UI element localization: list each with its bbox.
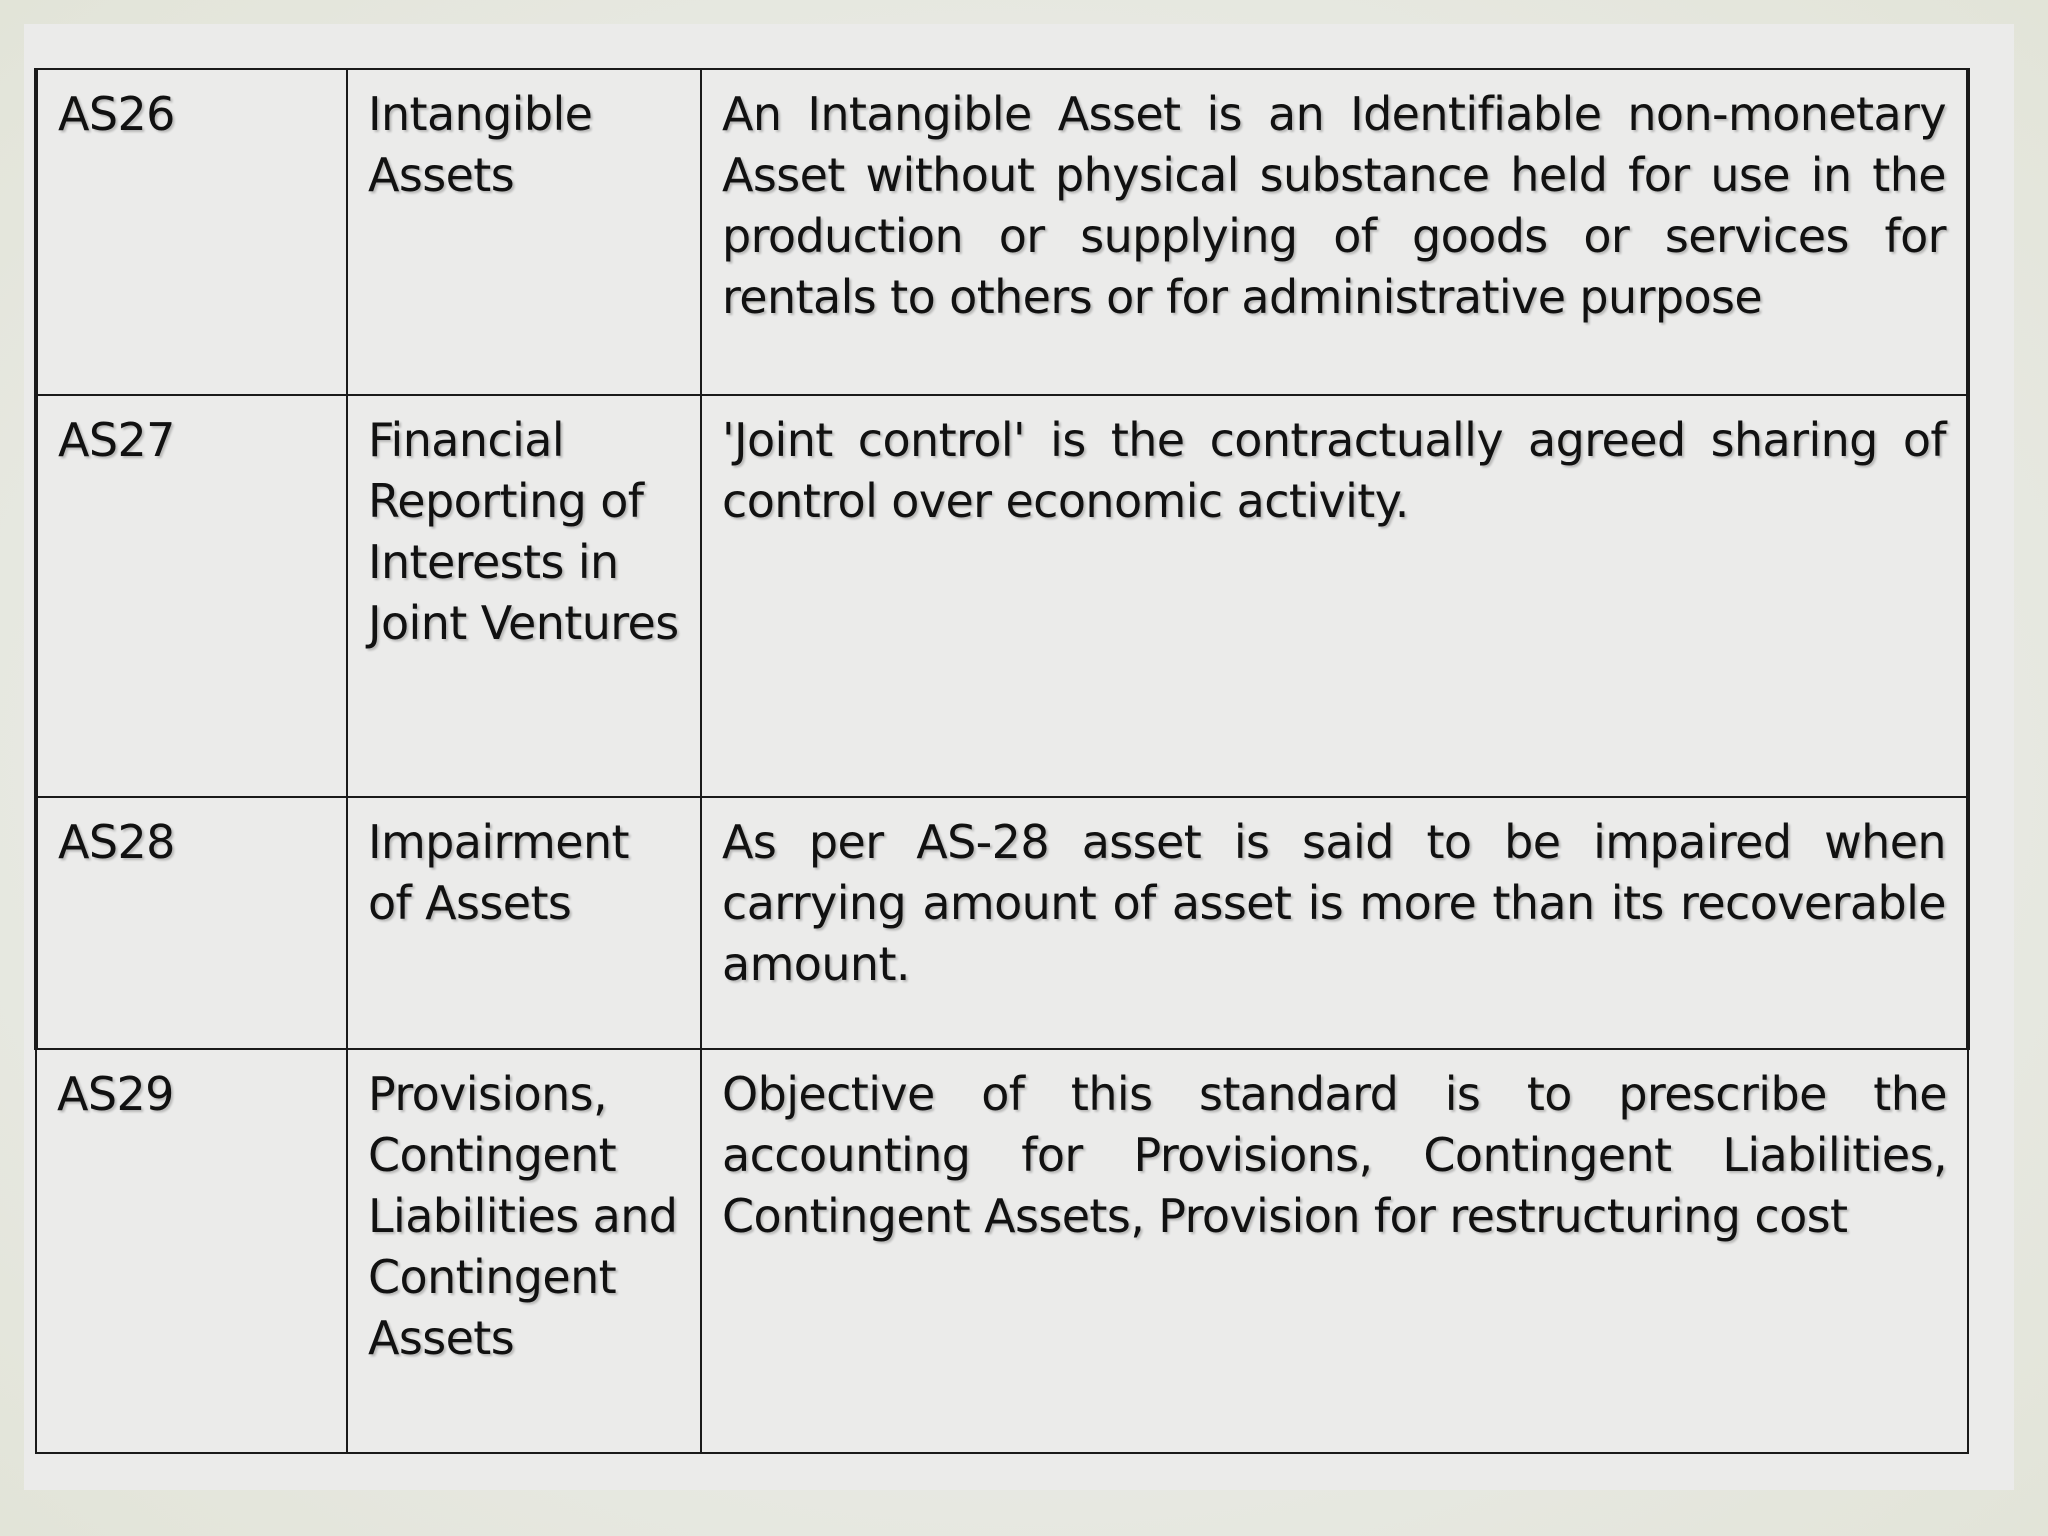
accounting-standards-table (34, 68, 1970, 1454)
table-row (36, 1049, 1968, 1453)
standard-code-cell: AS26 (36, 69, 347, 395)
table-row (36, 69, 1968, 395)
standard-code-cell: AS28 (36, 797, 347, 1049)
standard-code-cell: AS27 (36, 395, 347, 797)
standard-definition-cell: As per AS-28 asset is said to be impaired when carrying amount of asset is more than its recoverable amount. (701, 797, 1968, 1049)
standard-definition-cell: Objective of this standard is to prescribe the accounting for Provisions, Contingent Liabilities, Contingent Assets, Provision for restructuring cost (701, 1049, 1968, 1453)
table-row (36, 395, 1968, 797)
standard-title-cell: Financial Reporting of Interests in Joint Ventures (347, 395, 701, 797)
standard-title-cell: Impairment of Assets (347, 797, 701, 1049)
standard-code-cell: AS29 (36, 1049, 347, 1453)
standard-title-cell: Intangible Assets (347, 69, 701, 395)
standard-title-cell: Provisions, Contingent Liabilities and Contingent Assets (347, 1049, 701, 1453)
table-row (36, 797, 1968, 1049)
standard-definition-cell: An Intangible Asset is an Identifiable non-monetary Asset without physical substance held for use in the production or supplying of goods or services for rentals to others or for administrative purpose (701, 69, 1968, 395)
standard-definition-cell: 'Joint control' is the contractually agreed sharing of control over economic activity. (701, 395, 1968, 797)
